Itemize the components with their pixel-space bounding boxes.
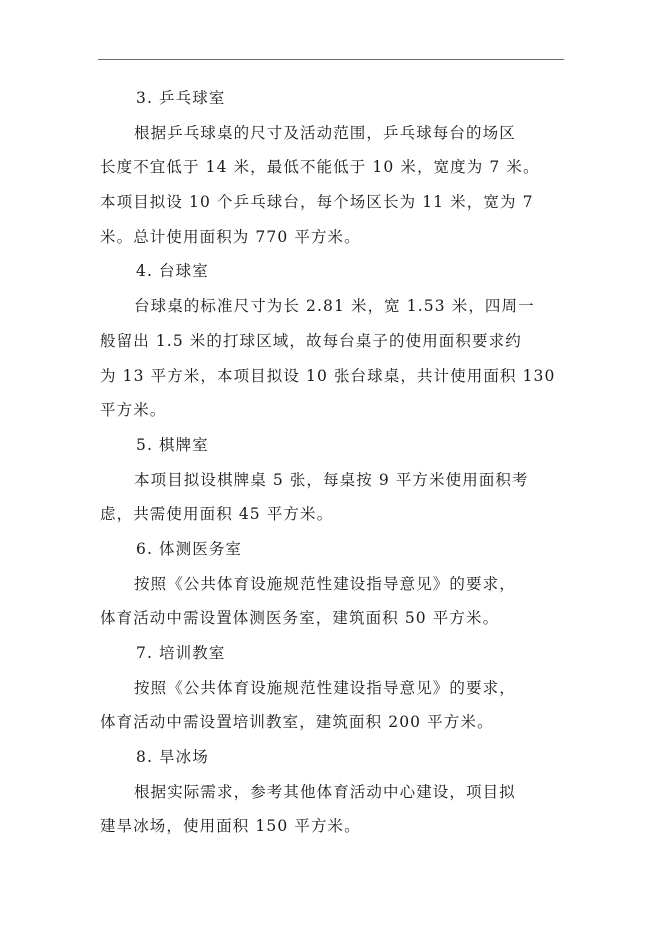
section-heading: 6. 体测医务室 xyxy=(136,539,243,558)
paragraph-line: 米。总计使用面积为 770 平方米。 xyxy=(100,227,361,246)
paragraph-line: 根据实际需求，参考其他体育活动中心建设，项目拟 xyxy=(134,782,516,801)
paragraph-line: 体育活动中需设置培训教室，建筑面积 200 平方米。 xyxy=(100,713,494,732)
paragraph-line: 按照《公共体育设施规范性建设指导意见》的要求， xyxy=(134,574,516,593)
header-rule xyxy=(98,59,564,60)
paragraph-line: 般留出 1.5 米的打球区域，故每台桌子的使用面积要求约 xyxy=(100,331,522,350)
section-heading: 4. 台球室 xyxy=(136,262,209,281)
paragraph-line: 体育活动中需设置体测医务室，建筑面积 50 平方米。 xyxy=(100,609,500,628)
section-heading: 3. 乒乓球室 xyxy=(136,89,226,107)
section-heading: 8. 旱冰场 xyxy=(136,748,209,767)
section-heading: 5. 棋牌室 xyxy=(136,435,209,454)
paragraph-line: 长度不宜低于 14 米，最低不能低于 10 米，宽度为 7 米。 xyxy=(100,158,540,177)
section-heading: 7. 培训教室 xyxy=(136,644,226,662)
paragraph-line: 台球桌的标准尺寸为长 2.81 米，宽 1.53 米，四周一 xyxy=(134,297,535,316)
paragraph-line: 本项目拟设棋牌桌 5 张，每桌按 9 平方米使用面积考 xyxy=(134,470,529,489)
paragraph-line: 虑，共需使用面积 45 平方米。 xyxy=(100,505,334,524)
paragraph-line: 根据乒乓球桌的尺寸及活动范围，乒乓球每台的场区 xyxy=(134,123,516,142)
paragraph-line: 建旱冰场，使用面积 150 平方米。 xyxy=(100,817,361,836)
paragraph-line: 本项目拟设 10 个乒乓球台，每个场区长为 11 米，宽为 7 xyxy=(100,193,534,212)
document-body xyxy=(100,81,562,844)
paragraph-line: 为 13 平方米，本项目拟设 10 张台球桌，共计使用面积 130 xyxy=(100,366,556,385)
paragraph-line: 按照《公共体育设施规范性建设指导意见》的要求， xyxy=(134,678,516,697)
paragraph-line: 平方米。 xyxy=(100,401,167,420)
